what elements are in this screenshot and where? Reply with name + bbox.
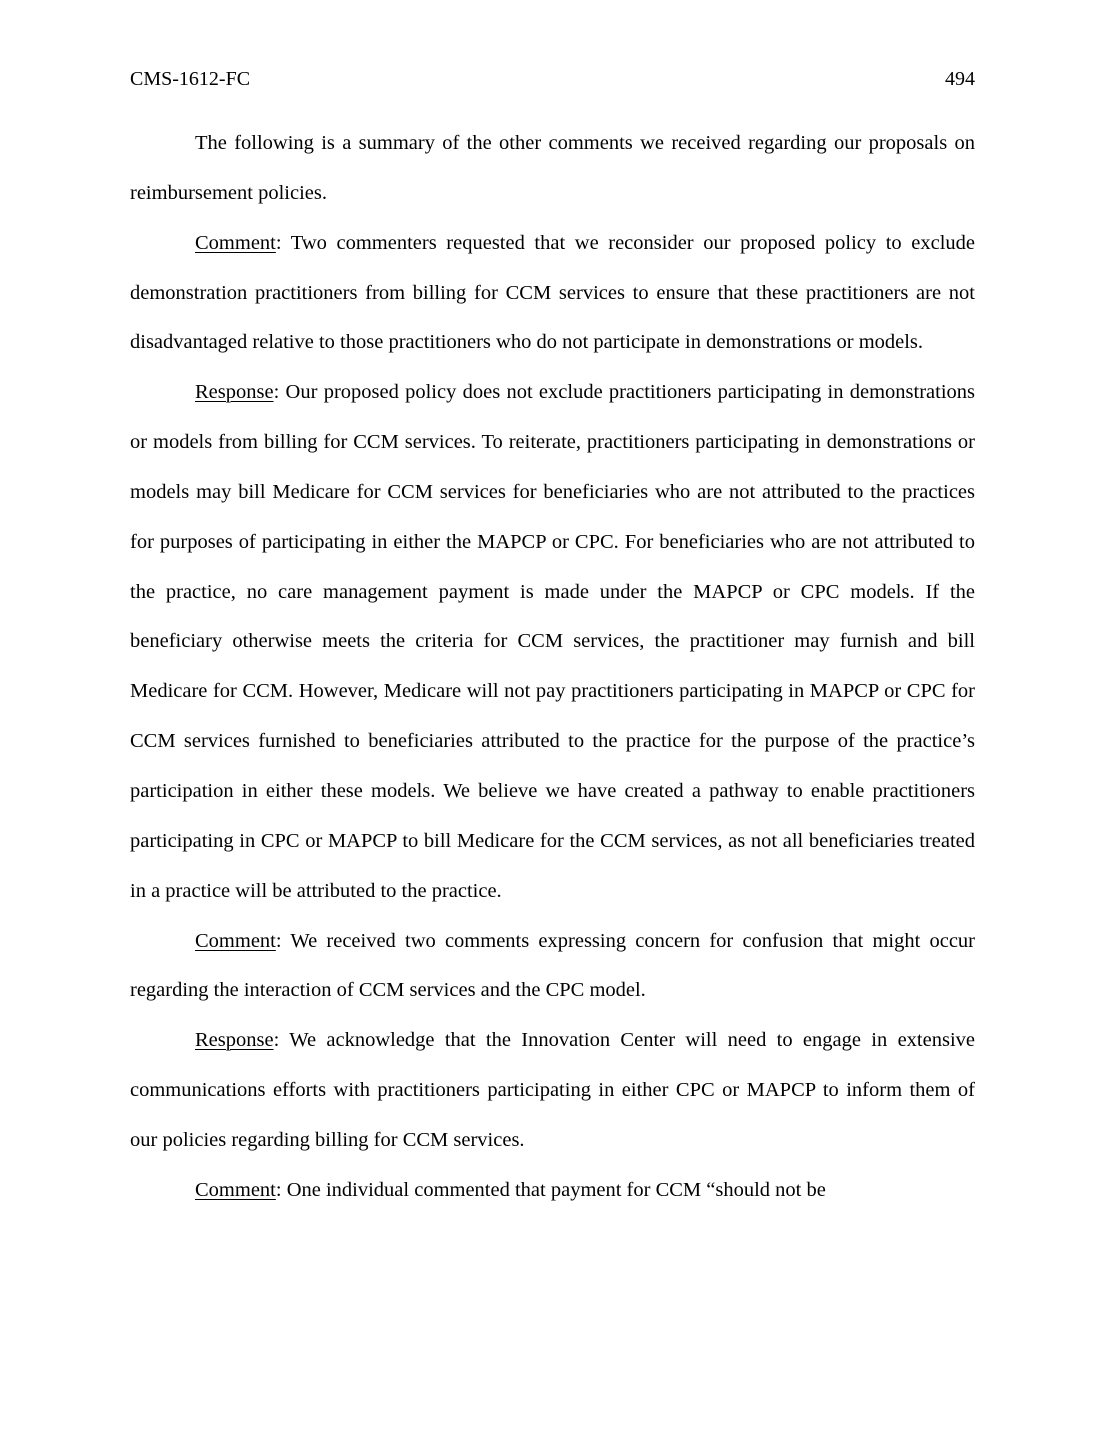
label-separator: :: [275, 929, 291, 952]
comment-label: Comment: [195, 231, 276, 254]
comment-label: Comment: [195, 929, 276, 952]
comment-label: Comment: [195, 1178, 276, 1201]
paragraph-text: Two commenters requested that we reconsider our proposed policy to exclude demonstration practitioners from billing for CCM services to ensure that these practitioners are not disadvantaged relative to those practitioners who do not participate in demonstrations or models.: [130, 231, 975, 354]
paragraph-text: The following is a summary of the other comments we received regarding our proposals on reimbursement policies.: [130, 132, 975, 204]
comment-paragraph: [130, 219, 975, 369]
comment-paragraph: [130, 917, 975, 1017]
response-paragraph: [130, 1016, 975, 1166]
document-id: CMS-1612-FC: [130, 68, 251, 90]
paragraph-text: We acknowledge that the Innovation Center will need to engage in extensive communications efforts with practitioners participating in either CPC or MAPCP to inform them of our policies regarding billing for CCM services.: [130, 1029, 975, 1151]
page-header: [130, 66, 975, 92]
paragraph-text: We received two comments expressing concern for confusion that might occur regarding the interaction of CCM services and the CPC model.: [130, 929, 976, 1002]
paragraph-text: Our proposed policy does not exclude practitioners participating in demonstrations or models from billing for CCM services. To reiterate, practitioners participating in demonstrations or models may bill Medicare for CCM services for beneficiaries who are not attributed to the practices for purposes of participating in either the MAPCP or CPC. For beneficiaries who are not attributed to the practice, no care management payment is made under the MAPCP or CPC models. If the beneficiary otherwise meets the criteria for CCM services, the practitioner may furnish and bill Medicare for CCM. However, Medicare will not pay practitioners participating in MAPCP or CPC for CCM services furnished to beneficiaries attributed to the practice for the purpose of the practice’s participation in either these models. We believe we have created a pathway to enable practitioners participating in CPC or MAPCP to bill Medicare for the CCM services, as not all beneficiaries treated in a practice will be attributed to the practice.: [130, 381, 975, 902]
label-separator: :: [275, 231, 291, 254]
label-separator: :: [273, 1029, 290, 1052]
paragraph-text: One individual commented that payment for CCM “should not be: [286, 1178, 826, 1201]
response-label: Response: [195, 381, 274, 404]
document-body: [130, 119, 975, 1216]
label-separator: :: [273, 381, 286, 404]
response-paragraph: [130, 368, 975, 916]
comment-paragraph: [130, 1166, 975, 1216]
page-number: 494: [945, 68, 975, 90]
response-label: Response: [195, 1029, 274, 1052]
intro-paragraph: [130, 119, 975, 219]
label-separator: :: [275, 1178, 287, 1201]
